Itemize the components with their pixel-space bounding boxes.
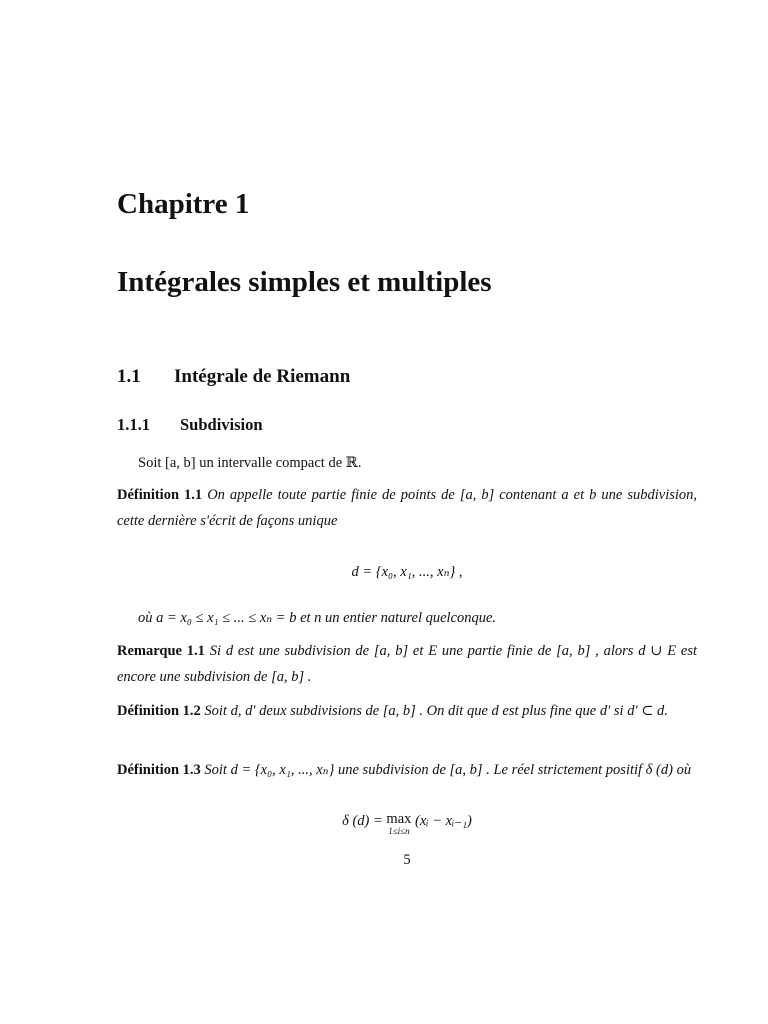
intro-paragraph: Soit [a, b] un intervalle compact de ℝ. <box>138 455 362 471</box>
remark-label: Remarque 1.1 <box>117 643 205 659</box>
definition-text: Soit d, d′ deux subdivisions de [a, b] . On dit que d est plus fine que d′ si d′ ⊂ d. <box>204 703 668 719</box>
chapter-title: Intégrales simples et multiples <box>117 266 492 298</box>
equation-rhs: (xᵢ − xᵢ₋₁) <box>411 813 472 829</box>
definition-text: Soit d = {x₀, x₁, ..., xₙ} une subdivision de [a, b] . Le réel strictement positif δ (d) où <box>204 762 692 778</box>
subsection-title: Subdivision <box>180 415 263 434</box>
equation-subdivision: d = {x₀, x₁, ..., xₙ} , <box>351 564 463 580</box>
remark-1-1 <box>117 638 697 690</box>
section-title: Intégrale de Riemann <box>174 366 351 387</box>
chapter-label: Chapitre 1 <box>117 188 250 220</box>
max-range: 1≤i≤n <box>388 826 410 836</box>
definition-label: Définition 1.1 <box>117 487 203 503</box>
definition-1-1 <box>117 482 697 534</box>
definition-1-2 <box>117 698 697 724</box>
definition-label: Définition 1.2 <box>117 703 201 719</box>
equation-lhs: δ (d) = <box>342 813 387 829</box>
definition-text: On appelle toute partie finie de points de [a, b] contenant a et b une subdivision, cette dernière s'écrit de façons unique <box>117 487 698 529</box>
definition-label: Définition 1.3 <box>117 762 201 778</box>
equation-note: où a = x₀ ≤ x₁ ≤ ... ≤ xₙ = b et n un entier naturel quelconque. <box>138 610 497 626</box>
max-operator <box>386 812 411 836</box>
max-label: max <box>386 811 412 827</box>
definition-1-3 <box>117 757 697 783</box>
page-number: 5 <box>403 852 411 868</box>
section-number: 1.1 <box>117 366 141 387</box>
equation-mesh <box>117 812 697 836</box>
subsection-number: 1.1.1 <box>117 415 150 434</box>
remark-text: Si d est une subdivision de [a, b] et E une partie finie de [a, b] , alors d ∪ E est encore une subdivision de [a, b] . <box>117 643 698 685</box>
